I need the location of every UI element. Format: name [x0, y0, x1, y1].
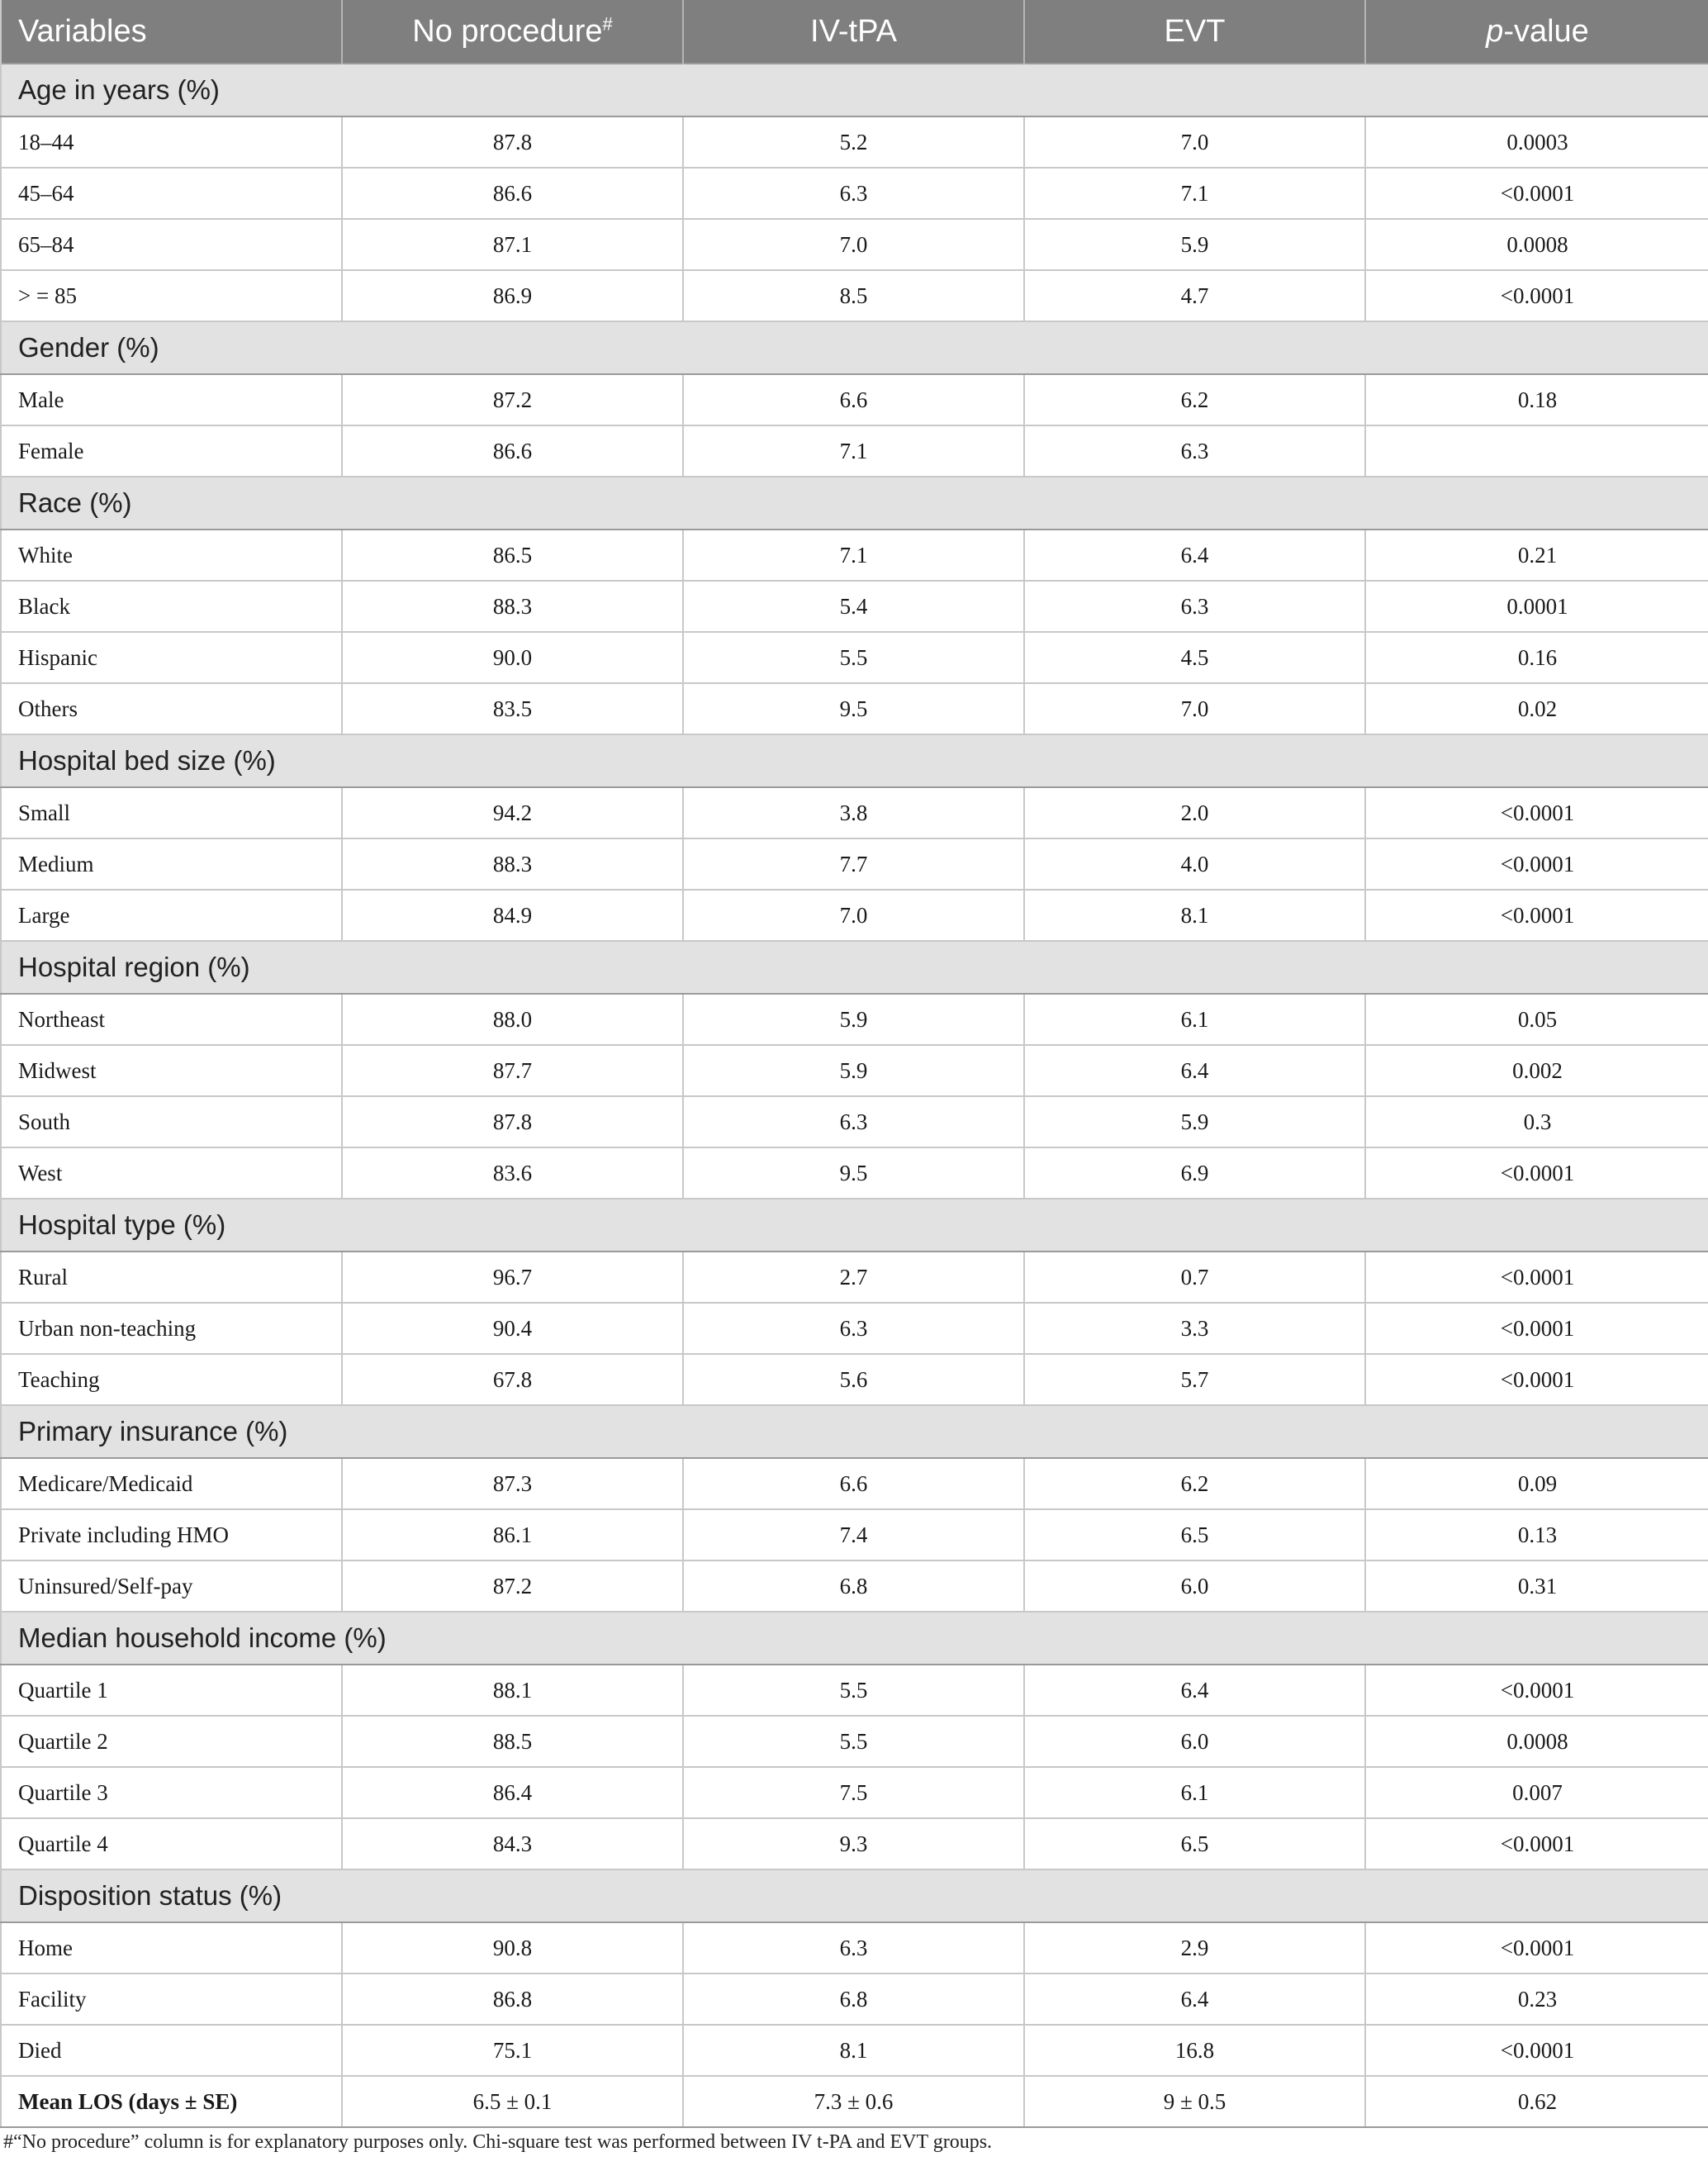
no-procedure-cell: 67.8 — [342, 1354, 683, 1405]
table-body — [1, 64, 1708, 2127]
table-row — [1, 1716, 1708, 1767]
section-title: Gender (%) — [1, 321, 1708, 374]
pvalue-cell: <0.0001 — [1365, 1354, 1708, 1405]
header-variables: Variables — [1, 0, 342, 64]
evt-cell: 7.0 — [1024, 683, 1365, 734]
ivtpa-cell: 5.9 — [683, 1045, 1024, 1096]
ivtpa-cell: 8.1 — [683, 2025, 1024, 2076]
row-label: Quartile 1 — [1, 1665, 342, 1716]
evt-cell: 6.1 — [1024, 1767, 1365, 1818]
evt-cell: 6.1 — [1024, 994, 1365, 1045]
table-row — [1, 116, 1708, 168]
no-procedure-cell: 88.0 — [342, 994, 683, 1045]
evt-cell: 6.5 — [1024, 1509, 1365, 1560]
evt-cell: 7.0 — [1024, 116, 1365, 168]
pvalue-cell: <0.0001 — [1365, 1252, 1708, 1303]
pvalue-cell: 0.0008 — [1365, 1716, 1708, 1767]
no-procedure-cell: 88.3 — [342, 581, 683, 632]
header-pvalue-rest: -value — [1503, 13, 1589, 49]
row-label: Others — [1, 683, 342, 734]
row-label: Medium — [1, 838, 342, 890]
ivtpa-cell: 9.5 — [683, 683, 1024, 734]
row-label: Large — [1, 890, 342, 941]
no-procedure-cell: 87.3 — [342, 1458, 683, 1509]
table-row — [1, 168, 1708, 219]
pvalue-cell: 0.0001 — [1365, 581, 1708, 632]
section-header-row — [1, 941, 1708, 994]
row-label: Midwest — [1, 1045, 342, 1096]
ivtpa-cell: 5.5 — [683, 632, 1024, 683]
row-label: Medicare/Medicaid — [1, 1458, 342, 1509]
no-procedure-cell: 87.1 — [342, 219, 683, 270]
section-header-row — [1, 1199, 1708, 1252]
section-title: Disposition status (%) — [1, 1869, 1708, 1922]
ivtpa-cell: 7.5 — [683, 1767, 1024, 1818]
table-row — [1, 374, 1708, 425]
row-label: 45–64 — [1, 168, 342, 219]
ivtpa-cell: 9.3 — [683, 1818, 1024, 1869]
no-procedure-cell: 86.8 — [342, 1974, 683, 2025]
no-procedure-cell: 84.9 — [342, 890, 683, 941]
evt-cell: 7.1 — [1024, 168, 1365, 219]
pvalue-cell: 0.05 — [1365, 994, 1708, 1045]
table-row — [1, 425, 1708, 477]
section-title: Hospital region (%) — [1, 941, 1708, 994]
ivtpa-cell: 6.6 — [683, 1458, 1024, 1509]
no-procedure-cell: 90.8 — [342, 1922, 683, 1974]
table-row — [1, 1922, 1708, 1974]
pvalue-cell: <0.0001 — [1365, 1147, 1708, 1199]
table-row — [1, 994, 1708, 1045]
no-procedure-cell: 86.6 — [342, 168, 683, 219]
row-label: 18–44 — [1, 116, 342, 168]
row-label: Mean LOS (days ± SE) — [1, 2076, 342, 2127]
table-row — [1, 219, 1708, 270]
evt-cell: 5.9 — [1024, 219, 1365, 270]
ivtpa-cell: 6.3 — [683, 1922, 1024, 1974]
evt-cell: 6.0 — [1024, 1560, 1365, 1612]
section-title: Hospital bed size (%) — [1, 734, 1708, 787]
evt-cell: 5.9 — [1024, 1096, 1365, 1147]
no-procedure-cell: 6.5 ± 0.1 — [342, 2076, 683, 2127]
pvalue-cell: <0.0001 — [1365, 1665, 1708, 1716]
ivtpa-cell: 6.8 — [683, 1974, 1024, 2025]
pvalue-cell: <0.0001 — [1365, 2025, 1708, 2076]
no-procedure-cell: 87.8 — [342, 1096, 683, 1147]
pvalue-cell: 0.0008 — [1365, 219, 1708, 270]
pvalue-cell: <0.0001 — [1365, 168, 1708, 219]
table-row — [1, 1665, 1708, 1716]
table-row — [1, 1045, 1708, 1096]
table-row — [1, 838, 1708, 890]
table-row — [1, 581, 1708, 632]
pvalue-cell: 0.21 — [1365, 530, 1708, 581]
no-procedure-cell: 90.4 — [342, 1303, 683, 1354]
pvalue-cell: 0.62 — [1365, 2076, 1708, 2127]
pvalue-cell: <0.0001 — [1365, 890, 1708, 941]
row-label: White — [1, 530, 342, 581]
row-label: Hispanic — [1, 632, 342, 683]
pvalue-cell: <0.0001 — [1365, 1303, 1708, 1354]
table-row — [1, 1974, 1708, 2025]
evt-cell: 4.5 — [1024, 632, 1365, 683]
table-row — [1, 270, 1708, 321]
no-procedure-cell: 88.1 — [342, 1665, 683, 1716]
row-label: Black — [1, 581, 342, 632]
table-row — [1, 1147, 1708, 1199]
table-row — [1, 1509, 1708, 1560]
mean-los-row — [1, 2076, 1708, 2127]
section-header-row — [1, 734, 1708, 787]
section-title: Median household income (%) — [1, 1612, 1708, 1665]
pvalue-cell — [1365, 425, 1708, 477]
ivtpa-cell: 5.5 — [683, 1665, 1024, 1716]
pvalue-cell: <0.0001 — [1365, 1818, 1708, 1869]
table-row — [1, 1303, 1708, 1354]
evt-cell: 2.9 — [1024, 1922, 1365, 1974]
row-label: Home — [1, 1922, 342, 1974]
table-row — [1, 683, 1708, 734]
evt-cell: 6.9 — [1024, 1147, 1365, 1199]
ivtpa-cell: 5.2 — [683, 116, 1024, 168]
no-procedure-cell: 86.9 — [342, 270, 683, 321]
table-row — [1, 1096, 1708, 1147]
evt-cell: 4.7 — [1024, 270, 1365, 321]
evt-cell: 5.7 — [1024, 1354, 1365, 1405]
row-label: Quartile 3 — [1, 1767, 342, 1818]
table-footnote: #“No procedure” column is for explanatory purposes only. Chi-square test was performed between IV t-PA and EVT groups. — [3, 2131, 993, 2153]
header-ivtpa: IV-tPA — [683, 0, 1024, 64]
row-label: Died — [1, 2025, 342, 2076]
table-row — [1, 1252, 1708, 1303]
ivtpa-cell: 7.3 ± 0.6 — [683, 2076, 1024, 2127]
row-label: Male — [1, 374, 342, 425]
evt-cell: 0.7 — [1024, 1252, 1365, 1303]
ivtpa-cell: 7.1 — [683, 530, 1024, 581]
no-procedure-cell: 87.2 — [342, 1560, 683, 1612]
evt-cell: 6.4 — [1024, 1974, 1365, 2025]
no-procedure-cell: 87.8 — [342, 116, 683, 168]
row-label: > = 85 — [1, 270, 342, 321]
table-row — [1, 890, 1708, 941]
table-row — [1, 1560, 1708, 1612]
row-label: Small — [1, 787, 342, 838]
ivtpa-cell: 5.5 — [683, 1716, 1024, 1767]
table-row — [1, 632, 1708, 683]
row-label: Quartile 2 — [1, 1716, 342, 1767]
evt-cell: 6.3 — [1024, 581, 1365, 632]
section-header-row — [1, 64, 1708, 116]
section-header-row — [1, 1405, 1708, 1458]
ivtpa-cell: 5.4 — [683, 581, 1024, 632]
ivtpa-cell: 6.3 — [683, 1096, 1024, 1147]
section-title: Hospital type (%) — [1, 1199, 1708, 1252]
pvalue-cell: 0.31 — [1365, 1560, 1708, 1612]
evt-cell: 6.2 — [1024, 374, 1365, 425]
no-procedure-cell: 83.6 — [342, 1147, 683, 1199]
footnote-marker: # — [602, 12, 613, 34]
row-label: Rural — [1, 1252, 342, 1303]
ivtpa-cell: 5.6 — [683, 1354, 1024, 1405]
pvalue-cell: <0.0001 — [1365, 838, 1708, 890]
evt-cell: 9 ± 0.5 — [1024, 2076, 1365, 2127]
ivtpa-cell: 3.8 — [683, 787, 1024, 838]
pvalue-cell: <0.0001 — [1365, 787, 1708, 838]
section-header-row — [1, 477, 1708, 530]
pvalue-cell: 0.13 — [1365, 1509, 1708, 1560]
row-label: Urban non-teaching — [1, 1303, 342, 1354]
row-label: Uninsured/Self-pay — [1, 1560, 342, 1612]
evt-cell: 6.5 — [1024, 1818, 1365, 1869]
table-row — [1, 1354, 1708, 1405]
header-pvalue-p: p — [1486, 13, 1504, 49]
section-title: Age in years (%) — [1, 64, 1708, 116]
section-header-row — [1, 1612, 1708, 1665]
no-procedure-cell: 83.5 — [342, 683, 683, 734]
section-header-row — [1, 321, 1708, 374]
ivtpa-cell: 6.6 — [683, 374, 1024, 425]
ivtpa-cell: 8.5 — [683, 270, 1024, 321]
table-row — [1, 1458, 1708, 1509]
no-procedure-cell: 75.1 — [342, 2025, 683, 2076]
no-procedure-cell: 88.5 — [342, 1716, 683, 1767]
header-evt: EVT — [1024, 0, 1365, 64]
ivtpa-cell: 6.3 — [683, 1303, 1024, 1354]
evt-cell: 4.0 — [1024, 838, 1365, 890]
no-procedure-cell: 86.1 — [342, 1509, 683, 1560]
table-row — [1, 1818, 1708, 1869]
section-header-row — [1, 1869, 1708, 1922]
row-label: Northeast — [1, 994, 342, 1045]
no-procedure-cell: 90.0 — [342, 632, 683, 683]
pvalue-cell: 0.002 — [1365, 1045, 1708, 1096]
evt-cell: 6.4 — [1024, 1045, 1365, 1096]
pvalue-cell: 0.02 — [1365, 683, 1708, 734]
section-title: Primary insurance (%) — [1, 1405, 1708, 1458]
no-procedure-cell: 96.7 — [342, 1252, 683, 1303]
ivtpa-cell: 5.9 — [683, 994, 1024, 1045]
ivtpa-cell: 7.7 — [683, 838, 1024, 890]
no-procedure-cell: 86.4 — [342, 1767, 683, 1818]
ivtpa-cell: 7.1 — [683, 425, 1024, 477]
no-procedure-cell: 94.2 — [342, 787, 683, 838]
pvalue-cell: 0.3 — [1365, 1096, 1708, 1147]
header-pvalue — [1365, 0, 1708, 64]
header-no-procedure-label: No procedure — [412, 13, 603, 49]
evt-cell: 8.1 — [1024, 890, 1365, 941]
row-label: South — [1, 1096, 342, 1147]
section-title: Race (%) — [1, 477, 1708, 530]
ivtpa-cell: 2.7 — [683, 1252, 1024, 1303]
evt-cell: 16.8 — [1024, 2025, 1365, 2076]
no-procedure-cell: 86.6 — [342, 425, 683, 477]
row-label: Private including HMO — [1, 1509, 342, 1560]
no-procedure-cell: 88.3 — [342, 838, 683, 890]
evt-cell: 6.4 — [1024, 1665, 1365, 1716]
no-procedure-cell: 87.7 — [342, 1045, 683, 1096]
ivtpa-cell: 6.3 — [683, 168, 1024, 219]
pvalue-cell: 0.09 — [1365, 1458, 1708, 1509]
evt-cell: 2.0 — [1024, 787, 1365, 838]
pvalue-cell: 0.18 — [1365, 374, 1708, 425]
pvalue-cell: <0.0001 — [1365, 270, 1708, 321]
evt-cell: 3.3 — [1024, 1303, 1365, 1354]
header-row — [1, 0, 1708, 64]
pvalue-cell: 0.007 — [1365, 1767, 1708, 1818]
evt-cell: 6.2 — [1024, 1458, 1365, 1509]
pvalue-cell: 0.16 — [1365, 632, 1708, 683]
ivtpa-cell: 7.4 — [683, 1509, 1024, 1560]
header-no-procedure — [342, 0, 683, 64]
ivtpa-cell: 7.0 — [683, 219, 1024, 270]
evt-cell: 6.0 — [1024, 1716, 1365, 1767]
ivtpa-cell: 6.8 — [683, 1560, 1024, 1612]
no-procedure-cell: 87.2 — [342, 374, 683, 425]
row-label: Teaching — [1, 1354, 342, 1405]
ivtpa-cell: 7.0 — [683, 890, 1024, 941]
table-row — [1, 2025, 1708, 2076]
table-row — [1, 530, 1708, 581]
pvalue-cell: <0.0001 — [1365, 1922, 1708, 1974]
no-procedure-cell: 84.3 — [342, 1818, 683, 1869]
row-label: West — [1, 1147, 342, 1199]
pvalue-cell: 0.23 — [1365, 1974, 1708, 2025]
row-label: Female — [1, 425, 342, 477]
row-label: 65–84 — [1, 219, 342, 270]
no-procedure-cell: 86.5 — [342, 530, 683, 581]
pvalue-cell: 0.0003 — [1365, 116, 1708, 168]
evt-cell: 6.3 — [1024, 425, 1365, 477]
row-label: Quartile 4 — [1, 1818, 342, 1869]
evt-cell: 6.4 — [1024, 530, 1365, 581]
table-row — [1, 1767, 1708, 1818]
table-row — [1, 787, 1708, 838]
ivtpa-cell: 9.5 — [683, 1147, 1024, 1199]
row-label: Facility — [1, 1974, 342, 2025]
